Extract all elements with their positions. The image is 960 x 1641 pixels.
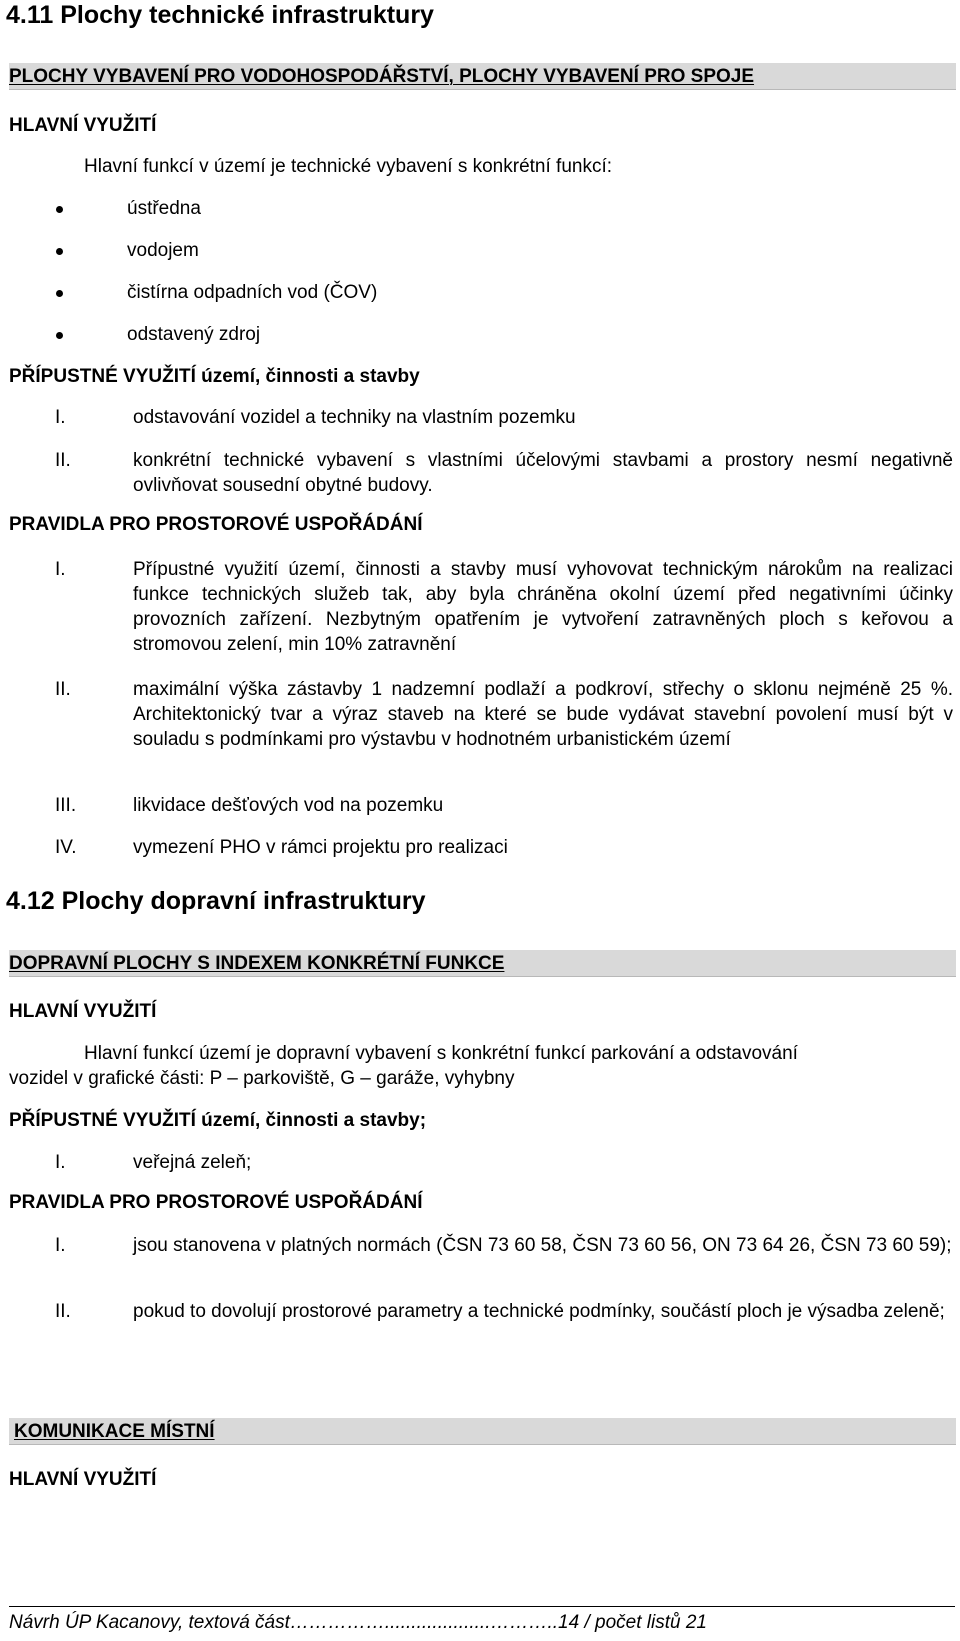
allowed-item: odstavování vozidel a techniky na vlastním pozemku: [133, 407, 576, 428]
category-band-label: PLOCHY VYBAVENÍ PRO VODOHOSPODÁŘSTVÍ, PLOCHY VYBAVENÍ PRO SPOJE: [9, 66, 755, 87]
item-number: I.: [55, 1235, 66, 1256]
rules-heading: PRAVIDLA PRO PROSTOROVÉ USPOŘÁDÁNÍ: [9, 1192, 423, 1213]
main-use-heading: HLAVNÍ VYUŽITÍ: [9, 115, 157, 136]
allowed-use-heading: PŘÍPUSTNÉ VYUŽITÍ území, činnosti a stavby;: [9, 1110, 427, 1131]
item-number: III.: [55, 795, 77, 816]
bullet-item: čistírna odpadních vod (ČOV): [127, 282, 378, 303]
bullet-dot: [56, 206, 63, 213]
section-title-4-11: 4.11 Plochy technické infrastruktury: [6, 1, 434, 29]
rules-heading: PRAVIDLA PRO PROSTOROVÉ USPOŘÁDÁNÍ: [9, 514, 423, 535]
category-band: [9, 1418, 956, 1445]
footer-document-name: Návrh ÚP Kacanovy, textová část: [9, 1612, 290, 1633]
item-number: II.: [55, 450, 71, 471]
footer-dots: ……………....................………: [289, 1612, 548, 1633]
rule-item: vymezení PHO v rámci projektu pro realizaci: [133, 837, 508, 858]
allowed-item: veřejná zeleň;: [133, 1152, 252, 1173]
bullet-dot: [56, 248, 63, 255]
page-footer: [9, 1610, 955, 1635]
bullet-dot: [56, 290, 63, 297]
item-number: I.: [55, 1152, 66, 1173]
category-band-label: KOMUNIKACE MÍSTNÍ: [14, 1421, 215, 1442]
item-number: II.: [55, 679, 71, 700]
bullet-item: odstavený zdroj: [127, 324, 261, 345]
rule-item: maximální výška zástavby 1 nadzemní podlaží a podkroví, střechy o sklonu nejméně 25 %. Architektonický tvar a výraz staveb na které se bude vydávat stavební povolení musí být v souladu s podmínkami pro výstavbu v hodnotném urbanistickém území: [133, 679, 953, 750]
footer-rule: [9, 1606, 955, 1607]
rule-item: likvidace dešťových vod na pozemku: [133, 795, 444, 816]
main-use-heading: HLAVNÍ VYUŽITÍ: [9, 1469, 157, 1490]
rule-item: pokud to dovolují prostorové parametry a technické podmínky, součástí ploch je výsadba zeleně;: [133, 1301, 945, 1322]
allowed-use-heading: PŘÍPUSTNÉ VYUŽITÍ území, činnosti a stavby: [9, 366, 420, 387]
category-band-label: DOPRAVNÍ PLOCHY S INDEXEM KONKRÉTNÍ FUNKCE: [9, 953, 505, 974]
item-number: IV.: [55, 837, 77, 858]
category-band: [9, 950, 956, 977]
item-number: I.: [55, 407, 66, 428]
bullet-item: vodojem: [127, 240, 199, 261]
category-band: [9, 63, 956, 90]
rule-item: Přípustné využití území, činnosti a stavby musí vyhovovat technickým nárokům na realizaci funkce technických služeb tak, aby byla chráněna okolní území před negativními účinky provozních zařízení. Nezbytným opatřením je vytvoření zatravněných ploch s keřovou a stromovou zelení, min 10% zatravnění: [133, 559, 953, 655]
section-title-4-12: 4.12 Plochy dopravní infrastruktury: [6, 887, 426, 915]
item-number: II.: [55, 1301, 71, 1322]
main-use-heading: HLAVNÍ VYUŽITÍ: [9, 1001, 157, 1022]
allowed-item: konkrétní technické vybavení s vlastními účelovými stavbami a prostory nesmí negativně ovlivňovat sousední obytné budovy.: [133, 450, 953, 496]
main-use-text: Hlavní funkcí v území je technické vybavení s konkrétní funkcí:: [84, 156, 613, 177]
main-use-text: Hlavní funkcí území je dopravní vybavení s konkrétní funkcí parkování a odstavování: [84, 1043, 798, 1064]
footer-page-count: ..14 / počet listů 21: [547, 1612, 707, 1633]
bullet-item: ústředna: [127, 198, 201, 219]
rule-item: jsou stanovena v platných normách (ČSN 73 60 58, ČSN 73 60 56, ON 73 64 26, ČSN 73 60 59);: [133, 1235, 952, 1256]
main-use-text: vozidel v grafické části: P – parkoviště, G – garáže, vyhybny: [9, 1068, 515, 1089]
item-number: I.: [55, 559, 66, 580]
bullet-dot: [56, 332, 63, 339]
